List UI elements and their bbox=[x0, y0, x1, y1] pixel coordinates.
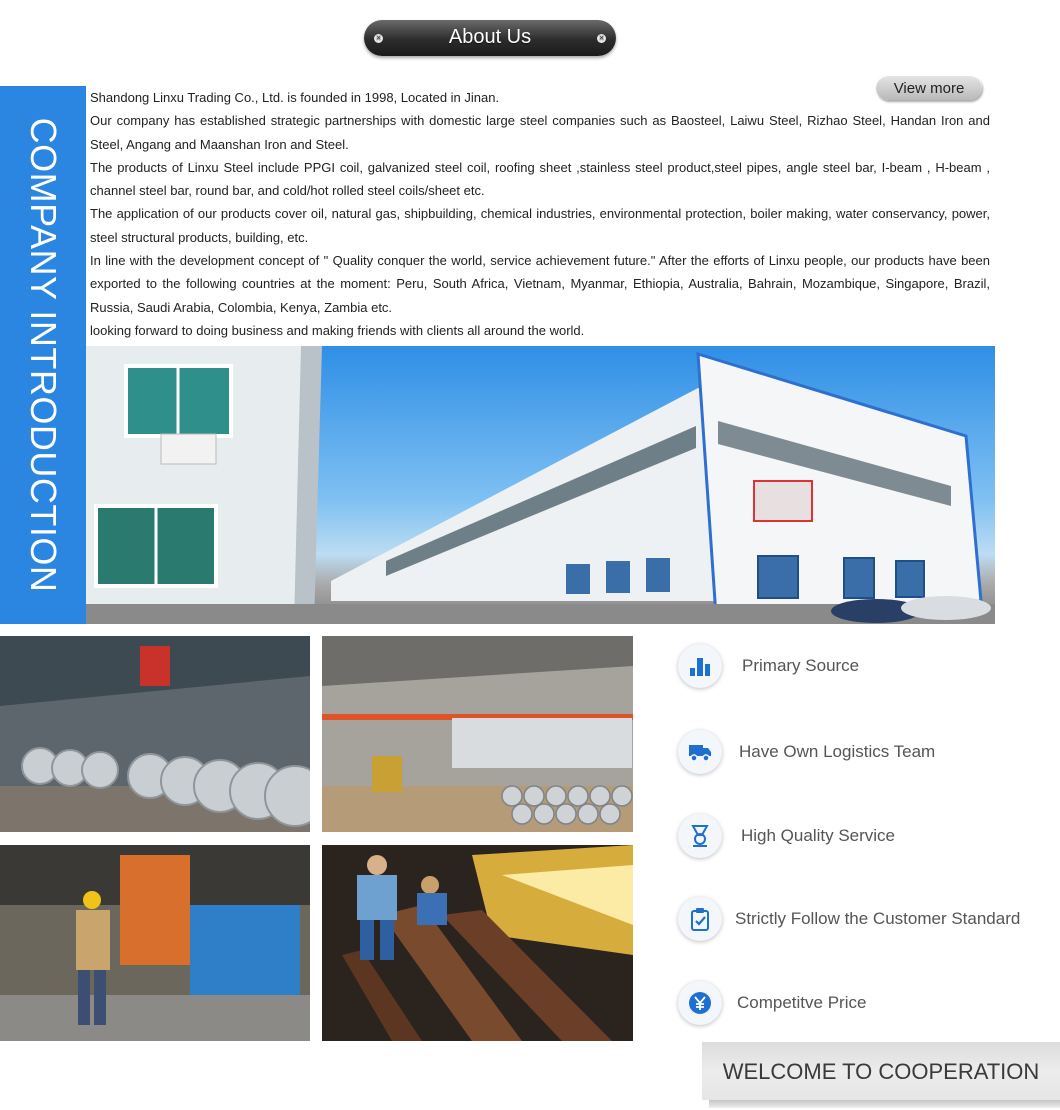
factory-photo bbox=[86, 346, 995, 624]
steel-pipes-photo bbox=[322, 636, 633, 832]
intro-paragraph: The application of our products cover oil, natural gas, shipbuilding, chemical industries, environmental protection, boiler making, water conservancy, power, steel structural products, building, etc. bbox=[90, 206, 990, 245]
intro-paragraph: Our company has established strategic partnerships with domestic large steel companies such as Baosteel, Laiwu Steel, Rizhao Steel, Handan Iron and Steel, Angang and Maanshan Iron and Steel. bbox=[90, 113, 990, 152]
feature-label: Have Own Logistics Team bbox=[739, 742, 936, 761]
factory-illustration bbox=[86, 346, 995, 624]
worker-machinery-photo bbox=[0, 845, 310, 1041]
truck-icon bbox=[678, 730, 722, 774]
welcome-banner: WELCOME TO COOPERATION bbox=[702, 1042, 1060, 1100]
intro-paragraph: looking forward to doing business and making friends with clients all around the world. bbox=[90, 322, 585, 338]
about-us-title: About Us bbox=[448, 26, 532, 48]
close-icon: ✕ bbox=[598, 35, 605, 42]
bar-chart-icon bbox=[678, 644, 722, 688]
steel-pipes-illustration bbox=[322, 636, 633, 832]
close-icon: ✕ bbox=[375, 35, 382, 42]
yen-icon bbox=[678, 981, 722, 1025]
steel-coils-illustration bbox=[0, 636, 310, 832]
view-more-button[interactable]: View more bbox=[876, 75, 982, 100]
feature-label: Primary Source bbox=[742, 656, 860, 675]
clipboard-check-icon bbox=[678, 897, 722, 941]
steel-coils-photo bbox=[0, 636, 310, 832]
award-icon bbox=[678, 814, 722, 858]
about-us-header bbox=[364, 20, 616, 56]
intro-paragraph: Shandong Linxu Trading Co., Ltd. is founded in 1998, Located in Jinan. bbox=[90, 90, 500, 105]
feature-label: High Quality Service bbox=[741, 826, 896, 845]
company-introduction-text: COMPANY INTRODUCTION bbox=[23, 117, 64, 593]
feature-label: Strictly Follow the Customer Standard bbox=[735, 909, 1021, 928]
company-introduction-banner bbox=[0, 86, 86, 624]
welding-illustration bbox=[322, 845, 633, 1041]
company-intro-text bbox=[90, 86, 990, 342]
intro-paragraph: The products of Linxu Steel include PPGI coil, galvanized steel coil, roofing sheet ,stainless steel product,steel pipes, angle steel bar, I-beam , H-beam , channel steel bar, round bar, and cold/hot rolled steel coils/sheet etc. bbox=[90, 159, 990, 199]
intro-paragraph: In line with the development concept of " Quality conquer the world, service achievement future." After the efforts of Linxu people, our products have been exported to the following countries at the moment: Peru, South Africa, Vietnam, Myanmar, Ethiopia, Australia, Bahrain, Mozambique, Singapore, Brazil, Russia, Saudi Arabia, Colombia, Kenya, Zambia etc. bbox=[90, 253, 990, 315]
feature-label: Competitve Price bbox=[737, 993, 867, 1012]
welding-photo bbox=[322, 845, 633, 1041]
worker-machinery-illustration bbox=[0, 845, 310, 1041]
